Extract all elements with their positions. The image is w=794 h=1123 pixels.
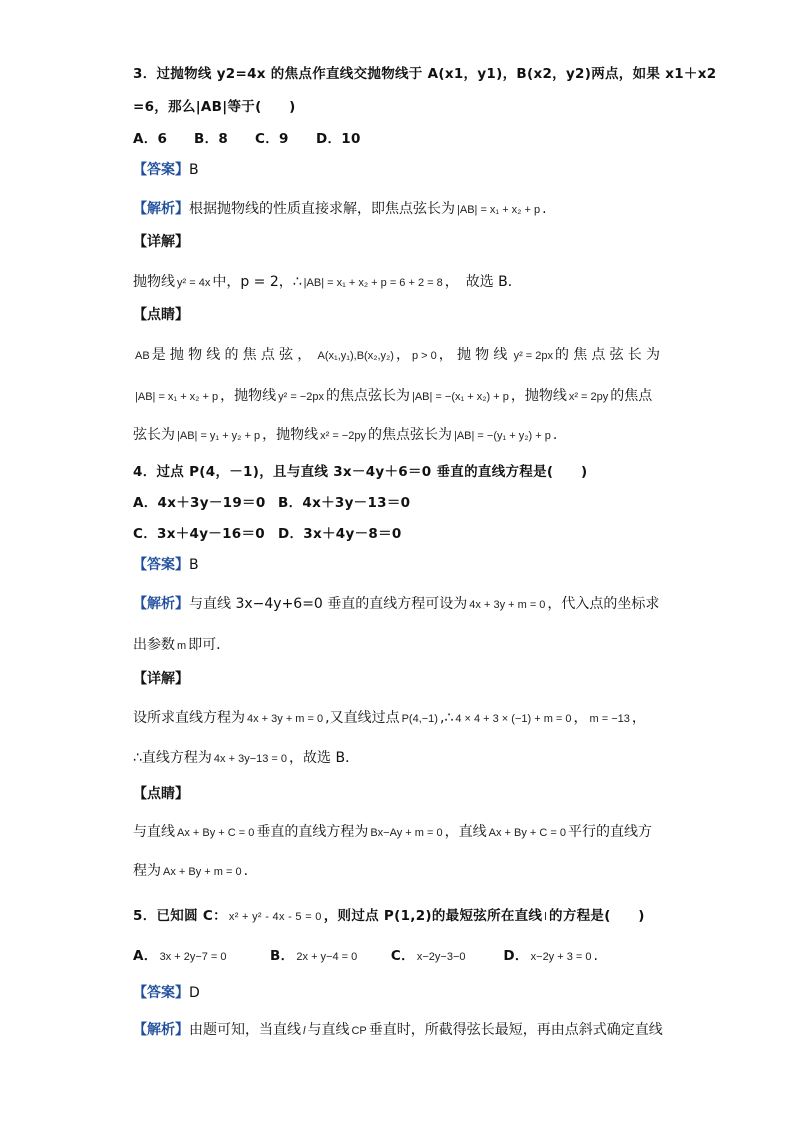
text: 设所求直线方程为: [133, 710, 245, 726]
answer-value: B: [189, 557, 199, 573]
text: 与直线: [133, 824, 175, 840]
answer-tag: 【答案】: [133, 985, 189, 1001]
answer-tag: 【答案】: [133, 557, 189, 573]
q4-answer: [133, 555, 199, 575]
formula: l: [544, 911, 548, 923]
q4-option-a: A．4x＋3y－19＝0: [133, 495, 266, 511]
formula: l: [303, 1025, 306, 1037]
q3-remark-line2: [133, 386, 652, 407]
text: 垂直时，所截得弦长最短，再由点斜式确定直线: [368, 1022, 663, 1038]
formula: Bx−Ay + m = 0: [370, 827, 443, 839]
formula: Ax + By + C = 0: [488, 827, 566, 839]
text: ，故选 B．: [289, 750, 360, 766]
formula: AB: [135, 350, 150, 362]
formula: x² = −2py: [320, 430, 366, 442]
q5-option-d-label: D．: [503, 948, 529, 964]
formula: Ax + By + m = 0: [163, 866, 242, 878]
q3-detail: [133, 272, 522, 293]
text: ，抛物线: [262, 427, 319, 443]
formula: y² = 2px: [513, 350, 553, 362]
text: .: [243, 863, 249, 879]
text: 的焦点弦长为: [325, 388, 410, 404]
text: 的焦点: [610, 388, 653, 404]
q3-remark-heading: 【点睛】: [133, 307, 189, 323]
q4-analysis-line1: [133, 594, 659, 615]
q4-detail-heading: 【详解】: [133, 671, 189, 687]
q5-option-c: x−2y−3−0: [416, 951, 466, 963]
formula: y² = 4x: [177, 277, 211, 289]
text: ，: [395, 347, 410, 363]
text: 抛物线: [133, 274, 175, 290]
text: 平行的直线方: [567, 824, 652, 840]
q4-options-row1: [133, 493, 410, 513]
formula: y² = −2px: [278, 391, 324, 403]
formula: x² + y² - 4x - 5 = 0: [228, 911, 322, 923]
q4-options-row2: [133, 524, 402, 544]
text: 的焦点弦长为: [555, 347, 665, 363]
formula: |AB| = x₁ + x₂ + p: [457, 204, 541, 216]
analysis-text: 根据抛物线的性质直接求解，即焦点弦长为: [189, 201, 455, 217]
formula: CP: [351, 1025, 367, 1037]
q4-detail-line2: [133, 748, 359, 769]
q5-option-b: 2x + y−4 = 0: [296, 951, 358, 963]
q3-analysis: [133, 199, 547, 220]
text: 5．已知圆 C：: [133, 908, 227, 924]
q4-detail-line1: [133, 708, 646, 729]
q4-stem: 4．过点 P(4，－1)，且与直线 3x－4y＋6＝0 垂直的直线方程是( ): [133, 464, 588, 480]
q3-answer: [133, 160, 199, 180]
q3-remark-line3: [133, 425, 557, 446]
formula: P(4,−1): [401, 713, 438, 725]
analysis-tag: 【解析】: [133, 201, 189, 217]
text: 程为: [133, 863, 161, 879]
q5-option-d: x−2y + 3 = 0: [530, 951, 592, 963]
q5-option-b-label: B．: [270, 948, 295, 964]
text: 中，p = 2，∴: [212, 274, 302, 290]
q4-remark-heading: 【点睛】: [133, 786, 189, 802]
formula: m: [177, 640, 187, 652]
q3-option-b: B．8: [194, 131, 229, 147]
q3-stem-line2: =6，那么|AB|等于( ): [133, 99, 296, 115]
q3-remark-line1: [133, 345, 664, 366]
text: 由题可知，当直线: [189, 1022, 301, 1038]
q5-options: [133, 946, 598, 967]
q5-analysis: [133, 1020, 663, 1041]
text: 即可．: [188, 637, 231, 653]
text: 垂直的直线方程为: [256, 824, 369, 840]
q3-option-a: A．6: [133, 131, 168, 147]
q5-option-a-label: A．: [133, 948, 158, 964]
text: .: [552, 427, 558, 443]
q4-remark-line2: [133, 861, 248, 882]
text: ∴直线方程为: [133, 750, 212, 766]
formula: 4x + 3y + m = 0: [469, 599, 546, 611]
punct: .: [593, 948, 598, 964]
text: ，直线: [444, 824, 487, 840]
answer-tag: 【答案】: [133, 162, 189, 178]
text: ,∴: [439, 710, 454, 726]
formula: 4x + 3y−13 = 0: [213, 753, 288, 765]
text: ,又直线过点: [325, 710, 400, 726]
formula: |AB| = x₁ + x₂ + p: [135, 391, 219, 403]
q4-remark-line1: [133, 822, 652, 843]
text: 出参数: [133, 637, 175, 653]
answer-value: B: [189, 162, 199, 178]
text: 弦长为: [133, 427, 175, 443]
punct: .: [542, 201, 547, 217]
text: 与直线 3x−4y+6=0 垂直的直线方程可设为: [189, 596, 468, 612]
q3-options: [133, 129, 361, 149]
q3-detail-heading: 【详解】: [133, 234, 189, 250]
text: 是抛物线的焦点弦，: [151, 347, 316, 363]
text: ，抛物线: [220, 388, 277, 404]
q4-option-d: D．3x＋4y－8＝0: [278, 526, 402, 542]
formula: m = −13: [589, 713, 630, 725]
analysis-tag: 【解析】: [133, 1022, 189, 1038]
analysis-tag: 【解析】: [133, 596, 189, 612]
q3-option-c: C．9: [255, 131, 289, 147]
text: 的焦点弦长为: [367, 427, 452, 443]
q5-stem: [133, 906, 645, 927]
formula: |AB| = −(x₁ + x₂) + p: [411, 391, 509, 403]
formula: 4x + 3y + m = 0: [247, 713, 324, 725]
q4-option-b: B．4x＋3y－13＝0: [278, 495, 411, 511]
formula: x² = 2py: [568, 391, 609, 403]
q5-option-a: 3x + 2y−7 = 0: [159, 951, 227, 963]
formula: Ax + By + C = 0: [177, 827, 255, 839]
text: ，代入点的坐标求: [547, 596, 660, 612]
answer-value: D: [189, 985, 200, 1001]
formula: |AB| = y₁ + y₂ + p: [177, 430, 261, 442]
text: 的方程是( ): [549, 908, 645, 924]
q4-option-c: C．3x＋4y－16＝0: [133, 526, 265, 542]
text: ，抛物线: [510, 388, 567, 404]
q3-option-d: D．10: [316, 131, 361, 147]
text: ， 故选 B．: [444, 274, 522, 290]
q4-analysis-line2: [133, 635, 230, 656]
text: 与直线: [307, 1022, 350, 1038]
q3-stem-line1: 3．过抛物线 y2=4x 的焦点作直线交抛物线于 A(x1，y1)，B(x2，y2)两点，如果 x1＋x2: [133, 66, 717, 82]
text: ，: [631, 710, 646, 726]
text: ，: [573, 710, 588, 726]
formula: p > 0: [411, 350, 437, 362]
text: ，抛物线: [438, 347, 512, 363]
q5-answer: [133, 983, 200, 1003]
formula: A(x₁,y₁),B(x₂,y₂): [317, 350, 394, 362]
formula: 4 × 4 + 3 × (−1) + m = 0: [455, 713, 572, 725]
q5-option-c-label: C．: [390, 948, 415, 964]
formula: |AB| = x₁ + x₂ + p = 6 + 2 = 8: [303, 277, 443, 289]
text: ，则过点 P(1,2)的最短弦所在直线: [323, 908, 543, 924]
formula: |AB| = −(y₁ + y₂) + p: [453, 430, 551, 442]
